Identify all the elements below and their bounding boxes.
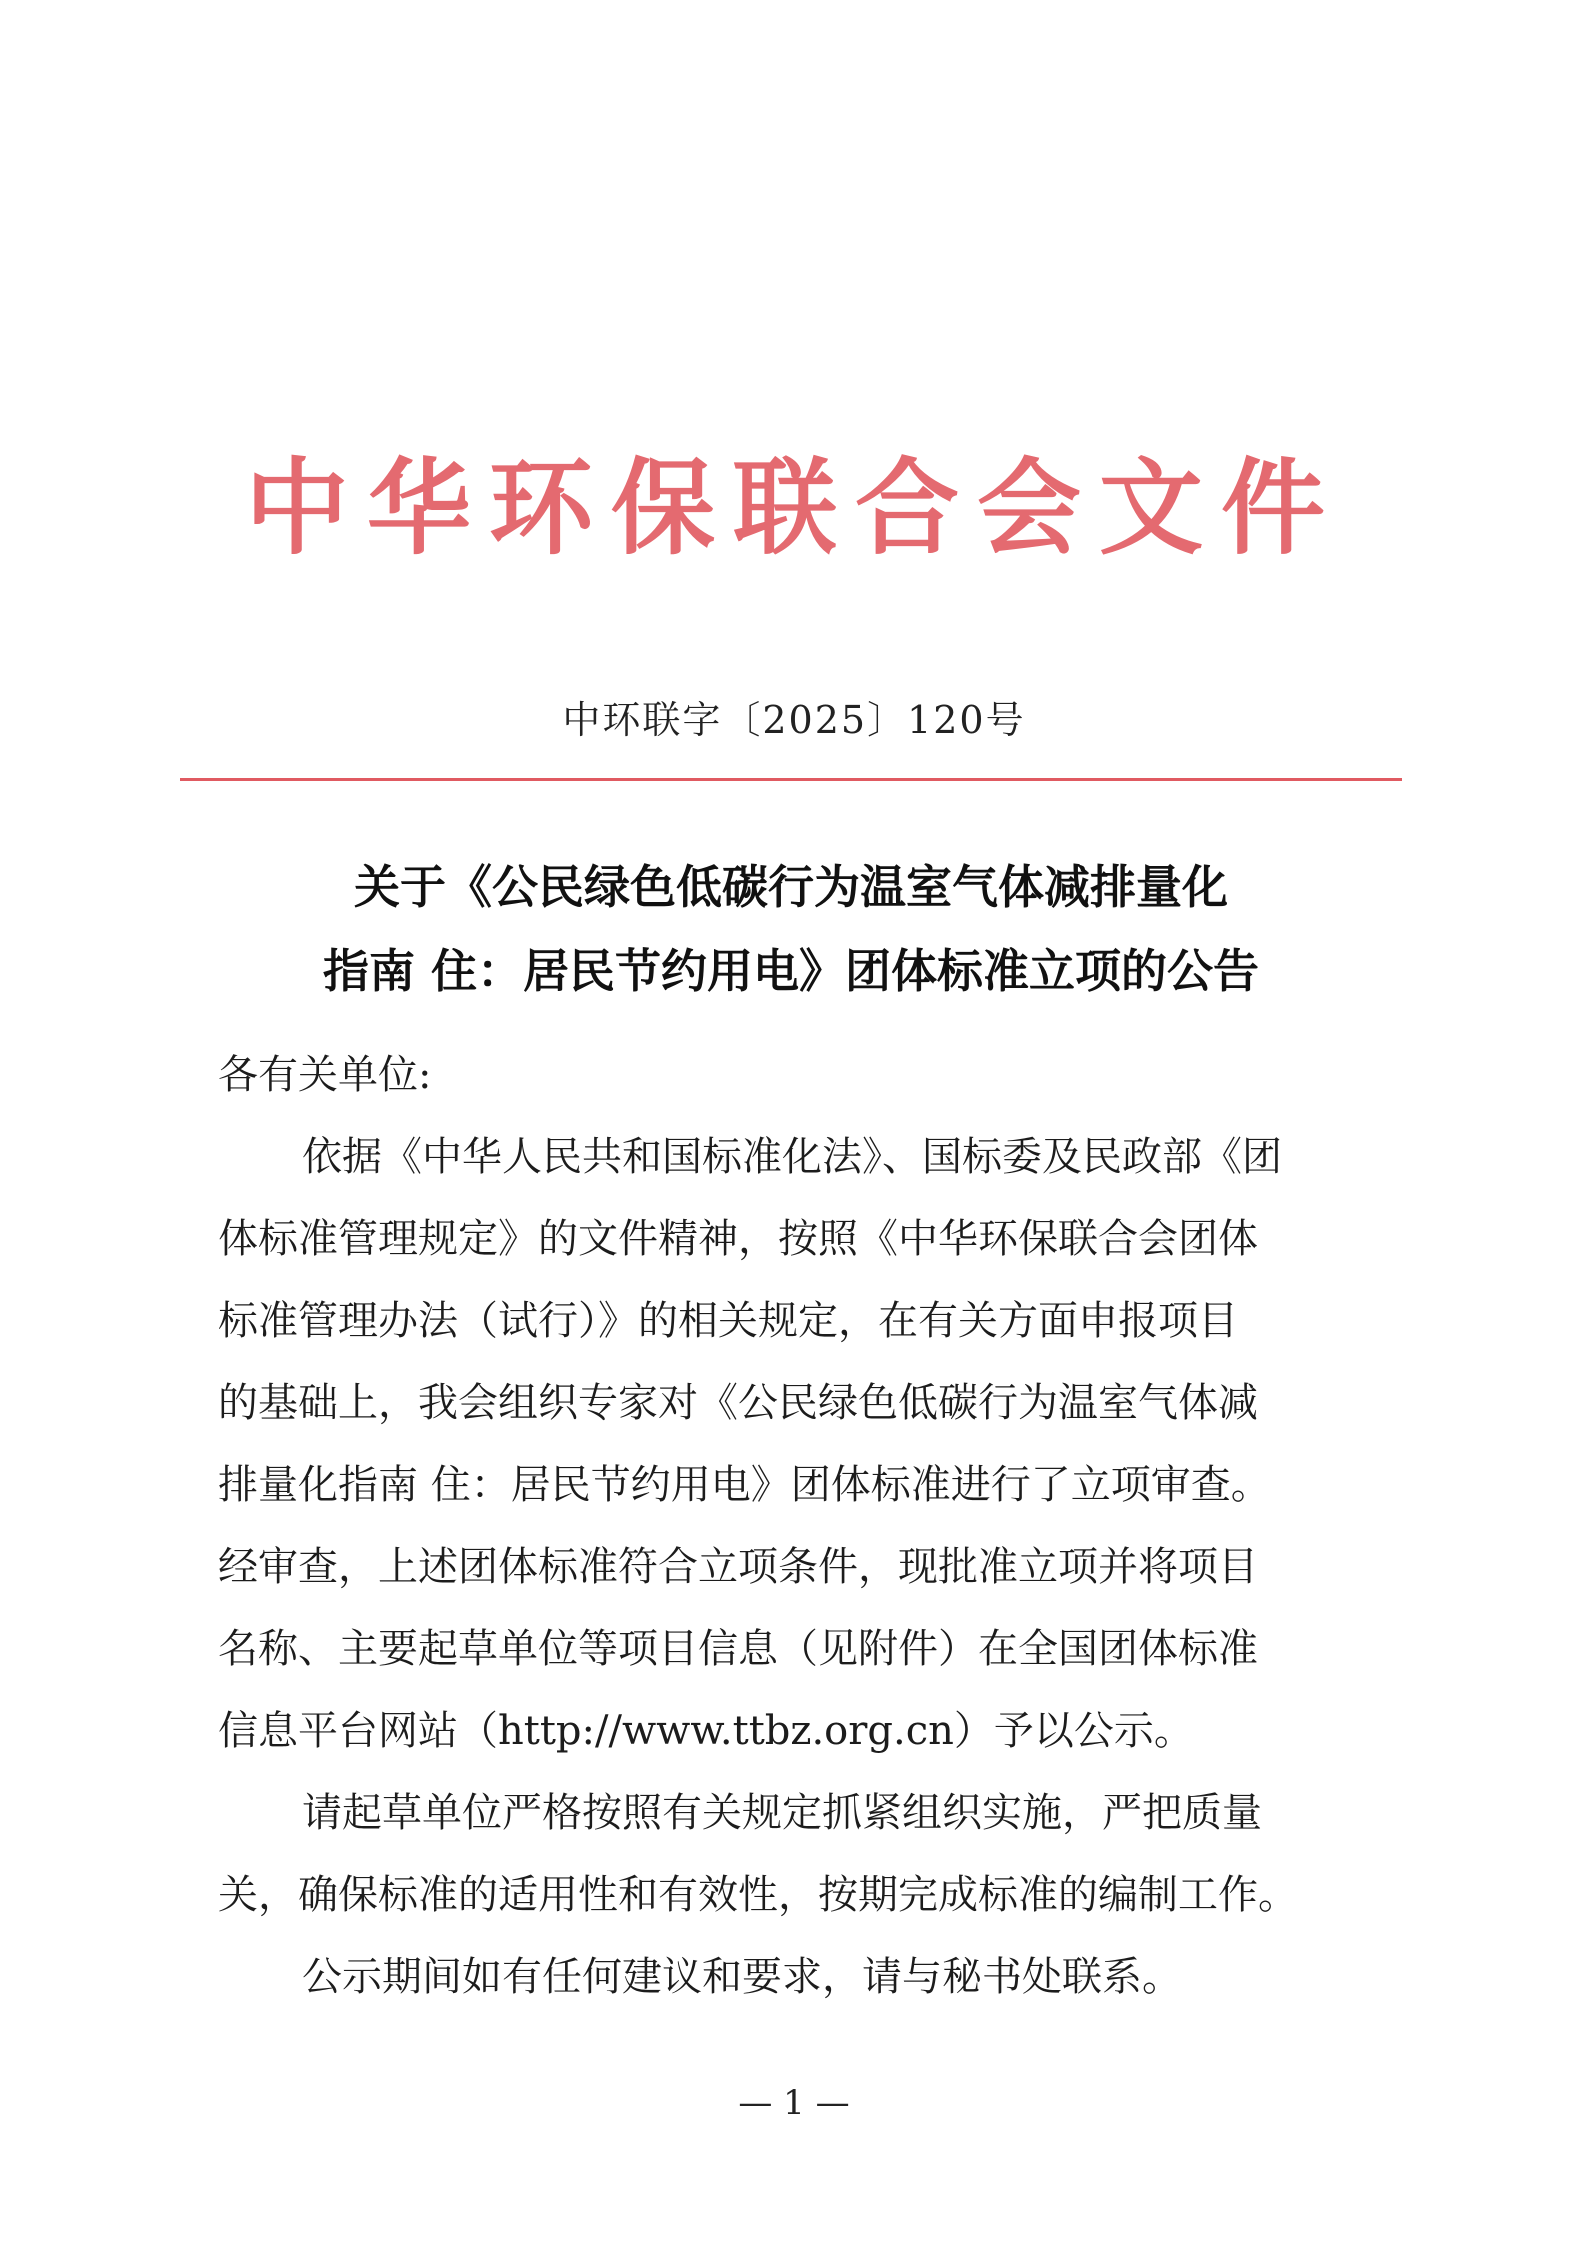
document-title <box>180 845 1402 1013</box>
paragraph-basis <box>218 1116 1348 1772</box>
page-number: — 1 — <box>738 2083 850 2123</box>
paragraph-line: 标准管理办法（试行）》的相关规定，在有关方面申报项目 <box>218 1298 1238 1344</box>
paragraph-line: 依据《中华人民共和国标准化法》、国标委及民政部《团 <box>302 1134 1282 1180</box>
title-line-1: 关于《公民绿色低碳行为温室气体减排量化 <box>354 860 1228 914</box>
paragraph-line: 经审查，上述团体标准符合立项条件，现批准立项并将项目 <box>218 1544 1258 1590</box>
paragraph-line: 的基础上，我会组织专家对《公民绿色低碳行为温室气体减 <box>218 1380 1258 1426</box>
document-masthead: 中华环保联合会文件 <box>244 446 1343 569</box>
document-body <box>218 1034 1348 2018</box>
title-line-2: 指南 住：居民节约用电》团体标准立项的公告 <box>322 944 1259 998</box>
document-number: 中环联字〔2025〕120号 <box>562 698 1026 742</box>
paragraph-requirements <box>218 1772 1348 1936</box>
paragraph-line: 信息平台网站（http://www.ttbz.org.cn）予以公示。 <box>218 1708 1194 1754</box>
paragraph-line: 请起草单位严格按照有关规定抓紧组织实施，严把质量 <box>302 1790 1262 1836</box>
paragraph-line: 排量化指南 住：居民节约用电》团体标准进行了立项审查。 <box>218 1462 1271 1508</box>
paragraph-line: 关，确保标准的适用性和有效性，按期完成标准的编制工作。 <box>218 1872 1298 1918</box>
paragraph-line: 体标准管理规定》的文件精神，按照《中华环保联合会团体 <box>218 1216 1258 1262</box>
red-divider-rule <box>180 778 1402 781</box>
paragraph-line: 名称、主要起草单位等项目信息（见附件）在全国团体标准 <box>218 1626 1258 1672</box>
salutation: 各有关单位: <box>218 1052 432 1098</box>
paragraph-contact: 公示期间如有任何建议和要求，请与秘书处联系。 <box>302 1954 1182 2000</box>
